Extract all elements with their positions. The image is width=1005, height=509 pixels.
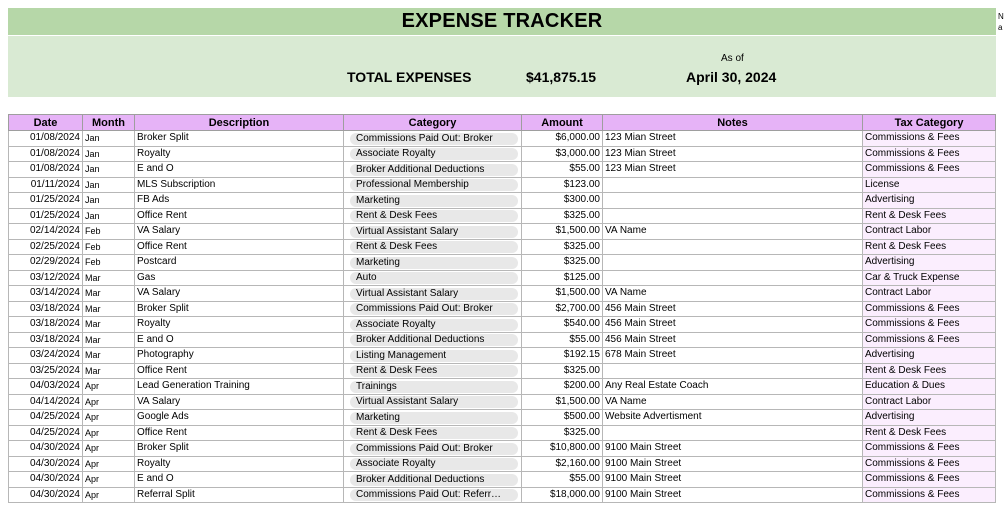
description-cell[interactable]: VA Salary [135,394,344,410]
as-of-label[interactable]: As of [721,53,744,64]
category-dropdown-chip[interactable]: Associate Royalty [350,148,518,160]
notes-cell[interactable]: 123 Mian Street [603,146,863,162]
month-cell[interactable]: Apr [83,410,135,426]
category-dropdown-chip[interactable]: Broker Additional Deductions [350,334,518,346]
category-cell[interactable] [344,472,522,488]
column-header-month[interactable]: Month [83,115,135,131]
category-dropdown-chip[interactable]: Auto [350,272,518,284]
clipped-side-note: N a [998,12,1004,32]
as-of-date[interactable]: April 30, 2024 [686,69,777,85]
date-cell[interactable]: 04/03/2024 [9,379,83,395]
category-dropdown-chip[interactable]: Associate Royalty [350,319,518,331]
category-dropdown-chip[interactable]: Broker Additional Deductions [350,164,518,176]
notes-cell[interactable]: 9100 Main Street [603,487,863,503]
column-header-description[interactable]: Description [135,115,344,131]
total-expenses-value[interactable]: $41,875.15 [526,69,597,85]
category-cell[interactable] [344,348,522,364]
description-cell[interactable]: Broker Split [135,301,344,317]
month-cell[interactable]: Feb [83,224,135,240]
tax-category-cell[interactable]: Commissions & Fees [863,441,996,457]
tax-category-cell[interactable]: License [863,177,996,193]
category-cell[interactable] [344,379,522,395]
date-cell[interactable]: 02/14/2024 [9,224,83,240]
table-row [9,270,996,286]
category-cell[interactable] [344,410,522,426]
amount-cell[interactable]: $1,500.00 [522,224,603,240]
description-cell[interactable]: Office Rent [135,363,344,379]
tax-category-cell[interactable]: Car & Truck Expense [863,270,996,286]
notes-cell[interactable] [603,425,863,441]
date-cell[interactable]: 03/25/2024 [9,363,83,379]
amount-cell[interactable]: $2,160.00 [522,456,603,472]
amount-cell[interactable]: $325.00 [522,363,603,379]
category-dropdown-chip[interactable]: Trainings [350,381,518,393]
description-cell[interactable]: Office Rent [135,425,344,441]
category-dropdown-chip[interactable]: Virtual Assistant Salary [350,396,518,408]
notes-cell[interactable]: Any Real Estate Coach [603,379,863,395]
category-dropdown-chip[interactable]: Virtual Assistant Salary [350,288,518,300]
tax-category-cell[interactable]: Contract Labor [863,286,996,302]
date-cell[interactable]: 01/11/2024 [9,177,83,193]
tax-category-cell[interactable]: Advertising [863,410,996,426]
tax-category-cell[interactable]: Contract Labor [863,394,996,410]
category-dropdown-chip[interactable]: Rent & Desk Fees [350,210,518,222]
date-cell[interactable]: 03/18/2024 [9,332,83,348]
description-cell[interactable]: Postcard [135,255,344,271]
notes-cell[interactable] [603,255,863,271]
notes-cell[interactable]: VA Name [603,224,863,240]
month-cell[interactable]: Apr [83,487,135,503]
category-dropdown-chip[interactable]: Professional Membership [350,179,518,191]
category-cell[interactable] [344,146,522,162]
table-row [9,162,996,178]
tax-category-cell[interactable]: Advertising [863,193,996,209]
amount-cell[interactable]: $300.00 [522,193,603,209]
tax-category-cell[interactable]: Rent & Desk Fees [863,208,996,224]
table-row [9,224,996,240]
tax-category-cell[interactable]: Commissions & Fees [863,472,996,488]
notes-cell[interactable] [603,363,863,379]
date-cell[interactable]: 03/24/2024 [9,348,83,364]
amount-cell[interactable]: $200.00 [522,379,603,395]
header-row [9,115,996,131]
table-row [9,208,996,224]
month-cell[interactable]: Apr [83,425,135,441]
table-row [9,425,996,441]
category-cell[interactable] [344,239,522,255]
description-cell[interactable]: VA Salary [135,224,344,240]
table-row [9,286,996,302]
month-cell[interactable]: Mar [83,363,135,379]
category-dropdown-chip[interactable]: Associate Royalty [350,458,518,470]
date-cell[interactable]: 03/18/2024 [9,317,83,333]
date-cell[interactable]: 04/30/2024 [9,441,83,457]
amount-cell[interactable]: $125.00 [522,270,603,286]
table-row [9,255,996,271]
date-cell[interactable]: 01/08/2024 [9,131,83,147]
table-row [9,239,996,255]
notes-cell[interactable]: 9100 Main Street [603,472,863,488]
notes-cell[interactable] [603,193,863,209]
category-cell[interactable] [344,301,522,317]
month-cell[interactable]: Jan [83,208,135,224]
date-cell[interactable]: 01/25/2024 [9,208,83,224]
table-row [9,131,996,147]
amount-cell[interactable]: $325.00 [522,239,603,255]
date-cell[interactable]: 04/30/2024 [9,456,83,472]
description-cell[interactable]: E and O [135,472,344,488]
column-header-notes[interactable]: Notes [603,115,863,131]
notes-cell[interactable]: VA Name [603,286,863,302]
category-dropdown-chip[interactable]: Rent & Desk Fees [350,365,518,377]
table-row [9,394,996,410]
table-row [9,472,996,488]
tax-category-cell[interactable]: Commissions & Fees [863,487,996,503]
amount-cell[interactable]: $55.00 [522,472,603,488]
date-cell[interactable]: 03/12/2024 [9,270,83,286]
expense-table [8,114,996,503]
notes-cell[interactable]: 123 Mian Street [603,162,863,178]
category-dropdown-chip[interactable]: Virtual Assistant Salary [350,226,518,238]
date-cell[interactable]: 02/25/2024 [9,239,83,255]
notes-cell[interactable] [603,270,863,286]
description-cell[interactable]: Broker Split [135,131,344,147]
total-expenses-label[interactable]: TOTAL EXPENSES [347,69,472,85]
date-cell[interactable]: 04/30/2024 [9,487,83,503]
notes-cell[interactable]: VA Name [603,394,863,410]
amount-cell[interactable]: $123.00 [522,177,603,193]
table-row [9,348,996,364]
category-cell[interactable] [344,487,522,503]
date-cell[interactable]: 04/25/2024 [9,425,83,441]
description-cell[interactable]: E and O [135,162,344,178]
tax-category-cell[interactable]: Commissions & Fees [863,317,996,333]
month-cell[interactable]: Apr [83,441,135,457]
month-cell[interactable]: Feb [83,255,135,271]
table-row [9,379,996,395]
month-cell[interactable]: Apr [83,379,135,395]
month-cell[interactable]: Apr [83,394,135,410]
month-cell[interactable]: Jan [83,193,135,209]
notes-cell[interactable]: 456 Main Street [603,301,863,317]
category-cell[interactable] [344,394,522,410]
amount-cell[interactable]: $325.00 [522,255,603,271]
tax-category-cell[interactable]: Contract Labor [863,224,996,240]
tax-category-cell[interactable]: Rent & Desk Fees [863,363,996,379]
amount-cell[interactable]: $325.00 [522,208,603,224]
description-cell[interactable]: Google Ads [135,410,344,426]
tax-category-cell[interactable]: Commissions & Fees [863,456,996,472]
amount-cell[interactable]: $325.00 [522,425,603,441]
sheet-title[interactable]: EXPENSE TRACKER [8,8,996,35]
tax-category-cell[interactable]: Advertising [863,255,996,271]
amount-cell[interactable]: $55.00 [522,332,603,348]
notes-cell[interactable]: 9100 Main Street [603,456,863,472]
table-row [9,456,996,472]
category-dropdown-chip[interactable]: Marketing [350,412,518,424]
category-cell[interactable] [344,363,522,379]
category-dropdown-chip[interactable]: Listing Management [350,350,518,362]
category-cell[interactable] [344,224,522,240]
category-dropdown-chip[interactable]: Rent & Desk Fees [350,241,518,253]
table-row [9,301,996,317]
column-header-category[interactable]: Category [344,115,522,131]
date-cell[interactable]: 04/25/2024 [9,410,83,426]
category-cell[interactable] [344,177,522,193]
description-cell[interactable]: Lead Generation Training [135,379,344,395]
tax-category-cell[interactable]: Commissions & Fees [863,146,996,162]
table-row [9,332,996,348]
table-row [9,193,996,209]
date-cell[interactable]: 01/08/2024 [9,162,83,178]
category-cell[interactable] [344,317,522,333]
month-cell[interactable]: Jan [83,146,135,162]
category-dropdown-chip[interactable]: Marketing [350,257,518,269]
amount-cell[interactable]: $10,800.00 [522,441,603,457]
month-cell[interactable]: Apr [83,456,135,472]
category-cell[interactable] [344,270,522,286]
amount-cell[interactable]: $192.15 [522,348,603,364]
column-header-tax-category[interactable]: Tax Category [863,115,996,131]
category-dropdown-chip[interactable]: Rent & Desk Fees [350,427,518,439]
notes-cell[interactable]: 456 Main Street [603,317,863,333]
tax-category-cell[interactable]: Commissions & Fees [863,301,996,317]
date-cell[interactable]: 04/14/2024 [9,394,83,410]
category-dropdown-chip[interactable]: Commissions Paid Out: Broker [350,133,518,145]
amount-cell[interactable]: $500.00 [522,410,603,426]
description-cell[interactable]: Royalty [135,456,344,472]
description-cell[interactable]: Royalty [135,317,344,333]
description-cell[interactable]: Royalty [135,146,344,162]
category-dropdown-chip[interactable]: Commissions Paid Out: Broker [350,303,518,315]
table-row [9,410,996,426]
notes-cell[interactable] [603,239,863,255]
month-cell[interactable]: Mar [83,317,135,333]
notes-cell[interactable]: 9100 Main Street [603,441,863,457]
description-cell[interactable]: Office Rent [135,208,344,224]
tax-category-cell[interactable]: Advertising [863,348,996,364]
notes-cell[interactable]: 678 Main Street [603,348,863,364]
description-cell[interactable]: Gas [135,270,344,286]
summary-panel [8,36,996,97]
amount-cell[interactable]: $1,500.00 [522,286,603,302]
amount-cell[interactable]: $2,700.00 [522,301,603,317]
description-cell[interactable]: E and O [135,332,344,348]
category-cell[interactable] [344,208,522,224]
amount-cell[interactable]: $6,000.00 [522,131,603,147]
category-cell[interactable] [344,162,522,178]
category-cell[interactable] [344,193,522,209]
tax-category-cell[interactable]: Commissions & Fees [863,131,996,147]
month-cell[interactable]: Jan [83,131,135,147]
month-cell[interactable]: Jan [83,177,135,193]
tax-category-cell[interactable]: Rent & Desk Fees [863,425,996,441]
date-cell[interactable]: 03/18/2024 [9,301,83,317]
description-cell[interactable]: MLS Subscription [135,177,344,193]
notes-cell[interactable] [603,177,863,193]
column-header-date[interactable]: Date [9,115,83,131]
table-row [9,146,996,162]
category-cell[interactable] [344,332,522,348]
table-row [9,363,996,379]
tax-category-cell[interactable]: Commissions & Fees [863,162,996,178]
date-cell[interactable]: 01/08/2024 [9,146,83,162]
column-header-amount[interactable]: Amount [522,115,603,131]
category-cell[interactable] [344,131,522,147]
description-cell[interactable]: Broker Split [135,441,344,457]
table-body [9,131,996,503]
amount-cell[interactable]: $55.00 [522,162,603,178]
month-cell[interactable]: Mar [83,332,135,348]
category-dropdown-chip[interactable]: Commissions Paid Out: Broker [350,443,518,455]
table-row [9,317,996,333]
table-row [9,441,996,457]
notes-cell[interactable]: Website Advertisment [603,410,863,426]
notes-cell[interactable] [603,208,863,224]
table-row [9,177,996,193]
month-cell[interactable]: Feb [83,239,135,255]
month-cell[interactable]: Mar [83,301,135,317]
month-cell[interactable]: Mar [83,286,135,302]
description-cell[interactable]: VA Salary [135,286,344,302]
description-cell[interactable]: Referral Split [135,487,344,503]
date-cell[interactable]: 01/25/2024 [9,193,83,209]
date-cell[interactable]: 02/29/2024 [9,255,83,271]
description-cell[interactable]: Photography [135,348,344,364]
category-dropdown-chip[interactable]: Broker Additional Deductions [350,474,518,486]
month-cell[interactable]: Mar [83,348,135,364]
description-cell[interactable]: Office Rent [135,239,344,255]
amount-cell[interactable]: $3,000.00 [522,146,603,162]
tax-category-cell[interactable]: Rent & Desk Fees [863,239,996,255]
table-row [9,487,996,503]
category-cell[interactable] [344,255,522,271]
tax-category-cell[interactable]: Commissions & Fees [863,332,996,348]
date-cell[interactable]: 04/30/2024 [9,472,83,488]
category-dropdown-chip[interactable]: Commissions Paid Out: Referr… [350,489,518,501]
month-cell[interactable]: Mar [83,270,135,286]
category-cell[interactable] [344,286,522,302]
category-cell[interactable] [344,441,522,457]
amount-cell[interactable]: $18,000.00 [522,487,603,503]
date-cell[interactable]: 03/14/2024 [9,286,83,302]
description-cell[interactable]: FB Ads [135,193,344,209]
month-cell[interactable]: Apr [83,472,135,488]
notes-cell[interactable]: 456 Main Street [603,332,863,348]
amount-cell[interactable]: $540.00 [522,317,603,333]
category-dropdown-chip[interactable]: Marketing [350,195,518,207]
month-cell[interactable]: Jan [83,162,135,178]
notes-cell[interactable]: 123 Mian Street [603,131,863,147]
tax-category-cell[interactable]: Education & Dues [863,379,996,395]
amount-cell[interactable]: $1,500.00 [522,394,603,410]
category-cell[interactable] [344,456,522,472]
category-cell[interactable] [344,425,522,441]
